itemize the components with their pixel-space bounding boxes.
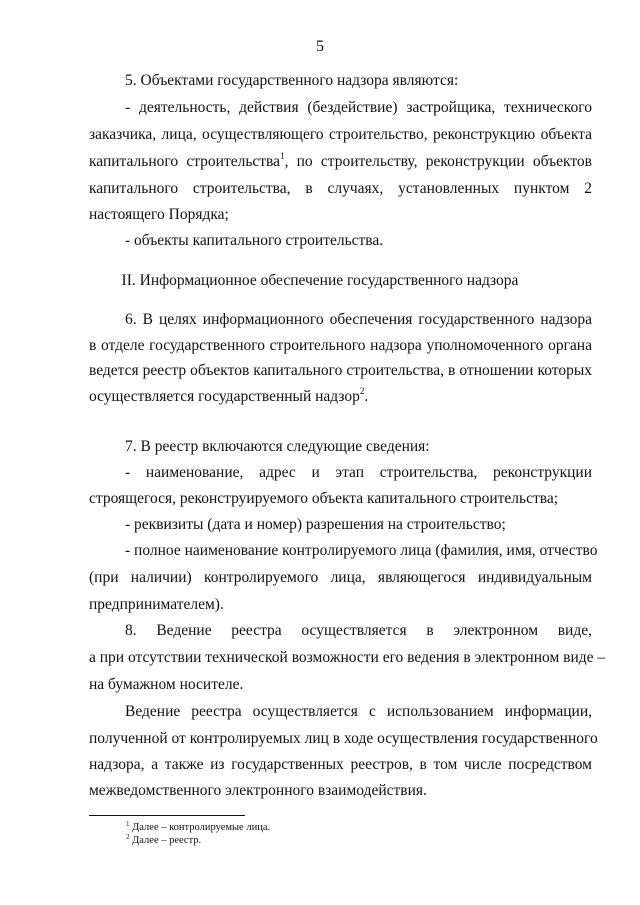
- section-heading: II. Информационное обеспечение государственного надзора: [121, 272, 519, 289]
- paragraph-8-line-2: а при отсутствии технической возможности его ведения в электронном виде –: [89, 649, 606, 666]
- footnote-reference-1: 1: [280, 151, 285, 161]
- paragraph-8-cont-line-3: надзора, а также из государственных реестров, в том числе посредством: [89, 756, 592, 773]
- footnote-1: [126, 821, 270, 834]
- paragraph-8-line-3: на бумажном носителе.: [89, 676, 244, 693]
- paragraph-8-line-1: 8. Ведение реестра осуществляется в электронном виде,: [125, 622, 592, 639]
- paragraph-5-bullet-1-line-3: [89, 152, 592, 172]
- paragraph-8-cont-line-1: Ведение реестра осуществляется с использованием информации,: [125, 703, 592, 720]
- paragraph-7-bullet-1-line-2: строящегося, реконструируемого объекта капитального строительства;: [89, 490, 559, 507]
- paragraph-7-title: 7. В реестр включаются следующие сведения:: [125, 438, 430, 455]
- paragraph-6-line-1: 6. В целях информационного обеспечения государственного надзора: [125, 311, 592, 328]
- paragraph-5-bullet-1-line-1: - деятельность, действия (бездействие) застройщика, технического: [125, 99, 592, 116]
- text-run: капитального строительства: [89, 153, 281, 170]
- paragraph-7-bullet-3-line-2: (при наличии) контролируемого лица, являющегося индивидуальным: [89, 569, 592, 586]
- paragraph-5-bullet-2: - объекты капитального строительства.: [125, 232, 384, 249]
- paragraph-5-bullet-1-line-2: заказчика, лица, осуществляющего строительство, реконструкцию объекта: [89, 126, 592, 143]
- paragraph-7-bullet-3-line-1: - полное наименование контролируемого лица (фамилия, имя, отчество: [125, 542, 598, 559]
- paragraph-5-bullet-1-line-5: настоящего Порядка;: [89, 206, 229, 223]
- paragraph-7-bullet-2: - реквизиты (дата и номер) разрешения на строительство;: [125, 516, 506, 533]
- paragraph-7-bullet-1-line-1: - наименование, адрес и этап строительства, реконструкции: [125, 464, 592, 481]
- text-run: , по строительству, реконструкции объектов: [284, 153, 592, 170]
- footnote-mark: 2: [126, 833, 130, 841]
- footnote-separator: [89, 815, 245, 816]
- text-run: осуществляется государственный надзор: [89, 388, 360, 405]
- footnote-reference-2: 2: [359, 386, 365, 396]
- paragraph-6-line-4: [89, 387, 592, 407]
- paragraph-6-line-3: ведется реестр объектов капитального строительства, в отношении которых: [89, 362, 592, 379]
- paragraph-8-cont-line-2: полученной от контролируемых лиц в ходе осуществления государственного: [89, 730, 598, 747]
- paragraph-7-bullet-3-line-3: предпринимателем).: [89, 596, 224, 613]
- paragraph-5-bullet-1-line-4: капитального строительства, в случаях, установленных пунктом 2: [89, 180, 592, 197]
- footnote-text: Далее – контролируемые лица.: [132, 822, 271, 833]
- text-run: .: [364, 388, 369, 405]
- paragraph-8-cont-line-4: межведомственного электронного взаимодействия.: [89, 782, 427, 799]
- paragraph-5-title: 5. Объектами государственного надзора являются:: [125, 72, 459, 89]
- footnote-text: Далее – реестр.: [132, 835, 202, 846]
- footnote-mark: 1: [126, 820, 130, 828]
- page-number: 5: [316, 38, 324, 55]
- footnote-2: [126, 834, 201, 847]
- paragraph-6-line-2: в отделе государственного строительного надзора уполномоченного органа: [89, 337, 592, 354]
